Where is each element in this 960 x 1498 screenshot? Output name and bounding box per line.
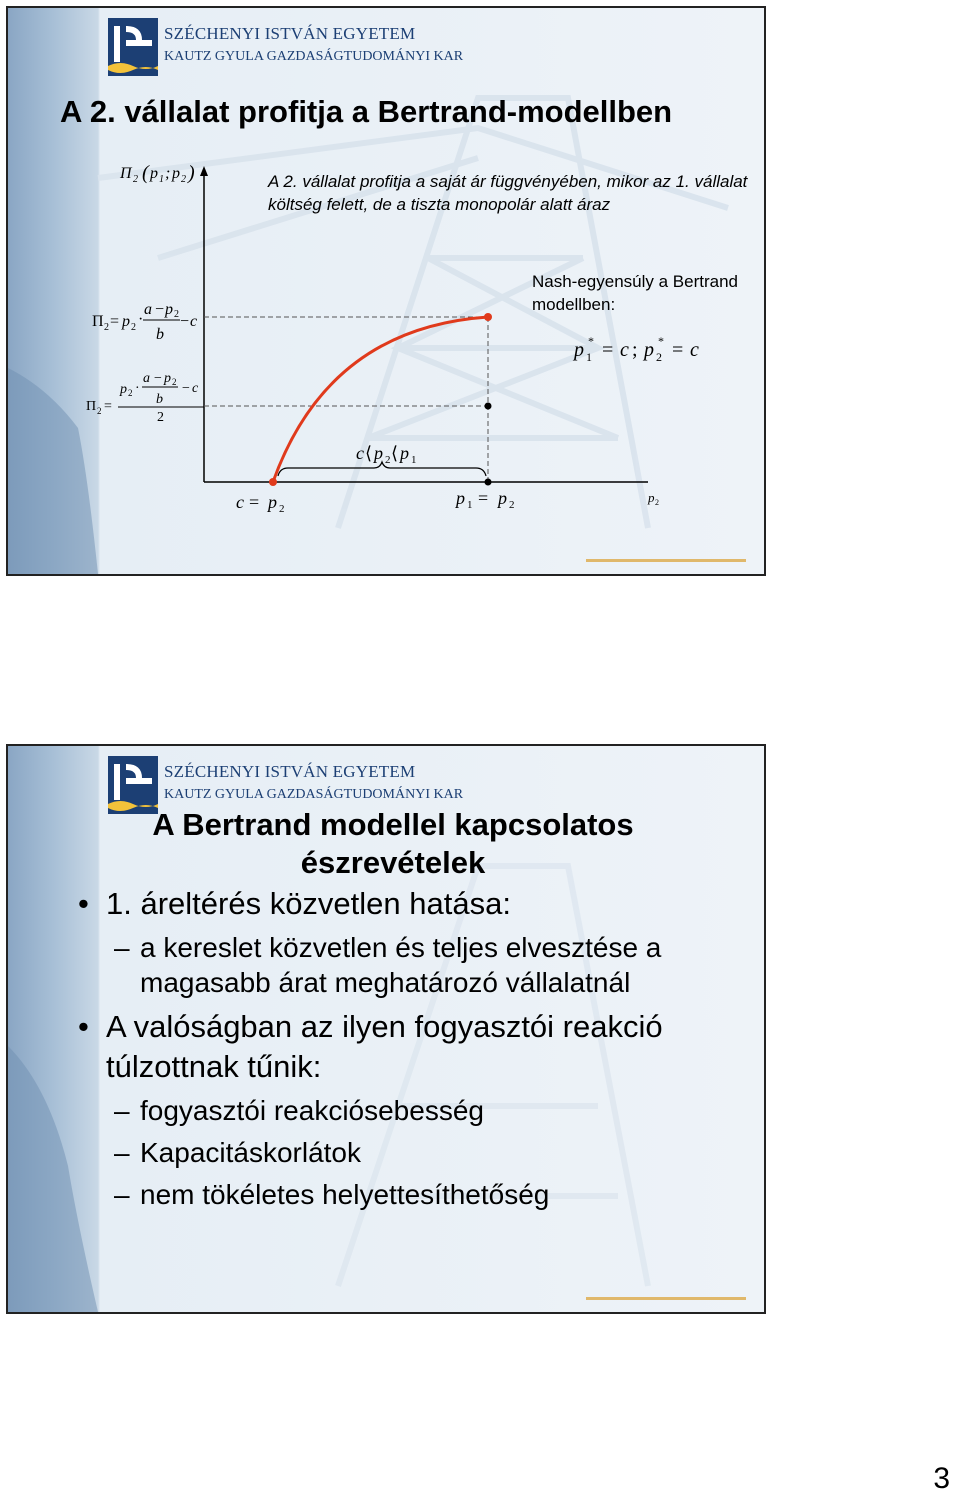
- svg-text:1: 1: [586, 350, 592, 364]
- svg-text:−: −: [155, 301, 165, 318]
- svg-text:2: 2: [131, 322, 136, 333]
- svg-text:;: ;: [632, 339, 638, 361]
- nash-equilibrium-text: Nash-egyensúly a Bertrand modellben:: [532, 272, 739, 314]
- svg-text:p: p: [574, 339, 584, 361]
- logo-faculty-name: KAUTZ GYULA GAZDASÁGTUDOMÁNYI KAR: [164, 49, 464, 64]
- sub-bullet-item: – a kereslet közvetlen és teljes elvesztése a magasabb árat meghatározó vállalatnál: [76, 930, 756, 1000]
- svg-text:b: b: [156, 392, 163, 407]
- y-tick-max-profit: [92, 301, 197, 343]
- svg-text:=: =: [672, 339, 684, 361]
- svg-text:a: a: [144, 301, 152, 318]
- svg-text:p: p: [374, 443, 383, 463]
- half-profit-point: [485, 403, 492, 410]
- y-axis-arrow: [200, 166, 208, 176]
- svg-text:(: (: [142, 162, 149, 184]
- logo-faculty-name: KAUTZ GYULA GAZDASÁGTUDOMÁNYI KAR: [164, 787, 464, 802]
- svg-text:p: p: [172, 165, 180, 182]
- sub-bullet-item: – Kapacitáskorlátok: [76, 1135, 756, 1170]
- svg-text:Π: Π: [92, 313, 104, 330]
- svg-text:c: c: [690, 339, 699, 361]
- svg-text:a: a: [143, 371, 150, 386]
- svg-text:): ): [188, 162, 195, 184]
- svg-text:−: −: [180, 313, 190, 330]
- svg-text:2: 2: [279, 503, 285, 515]
- svg-text:2: 2: [104, 322, 109, 333]
- slide-title: A 2. vállalat profitja a Bertrand-modellben: [60, 94, 673, 129]
- slide-title: A Bertrand modellel kapcsolatos észrevételek: [152, 807, 634, 880]
- svg-text:2: 2: [157, 410, 164, 425]
- svg-text:=: =: [110, 313, 120, 330]
- svg-text:·: ·: [135, 381, 140, 396]
- svg-text:2: 2: [656, 350, 662, 364]
- y-tick-half-profit: [86, 371, 204, 425]
- logo-university-name: SZÉCHENYI ISTVÁN EGYETEM: [164, 24, 416, 43]
- sub-bullet-item: – nem tökéletes helyettesíthetőség: [76, 1177, 756, 1212]
- svg-text:2: 2: [385, 454, 391, 466]
- svg-text:b: b: [156, 326, 164, 343]
- svg-text:c: c: [620, 339, 629, 361]
- svg-text:−: −: [182, 381, 190, 396]
- svg-text:p: p: [164, 371, 171, 386]
- x-axis-label: [647, 490, 659, 507]
- svg-text:p: p: [644, 339, 654, 361]
- svg-text:c: c: [192, 381, 199, 396]
- svg-text:=: =: [104, 399, 112, 414]
- svg-text:⟨: ⟨: [391, 443, 399, 463]
- svg-text:1: 1: [159, 174, 164, 185]
- svg-text:p: p: [400, 443, 409, 463]
- svg-text:2: 2: [128, 388, 133, 398]
- svg-text:p: p: [456, 488, 465, 508]
- interval-brace: [278, 462, 486, 476]
- svg-text:c: c: [356, 443, 364, 463]
- svg-text:⟨: ⟨: [365, 443, 373, 463]
- svg-text:p: p: [150, 165, 158, 182]
- svg-text:p: p: [648, 490, 655, 505]
- svg-text:=: =: [478, 488, 489, 508]
- svg-text:1: 1: [411, 454, 417, 466]
- svg-text:*: *: [658, 334, 664, 348]
- svg-text:c: c: [190, 313, 198, 330]
- sub-bullet-item: – fogyasztói reakciósebesség: [76, 1093, 756, 1128]
- svg-text:2: 2: [655, 498, 659, 507]
- svg-text:2: 2: [174, 309, 179, 320]
- svg-text:2: 2: [133, 174, 138, 185]
- svg-text:=: =: [602, 339, 614, 361]
- curve-start-point: [269, 478, 277, 486]
- bullet-item: • A valóságban az ilyen fogyasztói reakció túlzottnak tűnik:: [76, 1007, 756, 1087]
- curve-end-point: [484, 313, 492, 321]
- logo-university-name: SZÉCHENYI ISTVÁN EGYETEM: [164, 762, 416, 781]
- svg-text:−: −: [154, 371, 162, 386]
- slide-2: [6, 744, 766, 1314]
- svg-text:2: 2: [97, 406, 102, 416]
- svg-text:p: p: [268, 492, 277, 512]
- p1-point: [485, 479, 492, 486]
- svg-text:1: 1: [467, 499, 473, 511]
- footer-accent-line: [586, 559, 746, 562]
- bullet-item: • 1. áreltérés közvetlen hatása:: [76, 884, 756, 924]
- svg-text:=: =: [249, 492, 260, 512]
- x-tick-p1: [454, 488, 515, 511]
- nash-equation: [572, 334, 699, 364]
- svg-text:;: ;: [165, 165, 171, 182]
- bullet-list: [76, 884, 756, 1219]
- y-axis-label: [119, 162, 195, 185]
- chart-caption: A 2. vállalat profitja a saját ár függvényében, mikor az 1. vállalat költség felett, de a tiszta monopolár alatt áraz: [268, 172, 748, 214]
- svg-text:Π: Π: [86, 399, 97, 414]
- slide-1: [6, 6, 766, 576]
- svg-text:*: *: [588, 334, 594, 348]
- x-tick-c: [236, 492, 285, 515]
- svg-text:2: 2: [181, 174, 186, 185]
- footer-accent-line: [586, 1297, 746, 1300]
- svg-text:Π: Π: [120, 165, 132, 182]
- svg-text:p: p: [498, 488, 507, 508]
- svg-text:c: c: [236, 492, 244, 512]
- svg-text:p: p: [122, 313, 130, 330]
- svg-text:2: 2: [172, 377, 177, 387]
- svg-text:p: p: [120, 382, 127, 397]
- svg-text:p: p: [165, 301, 173, 318]
- svg-text:·: ·: [138, 311, 144, 328]
- profit-chart: [8, 8, 764, 574]
- page-number: 3: [933, 1462, 950, 1495]
- interval-annotation: [356, 443, 417, 466]
- svg-text:2: 2: [509, 499, 515, 511]
